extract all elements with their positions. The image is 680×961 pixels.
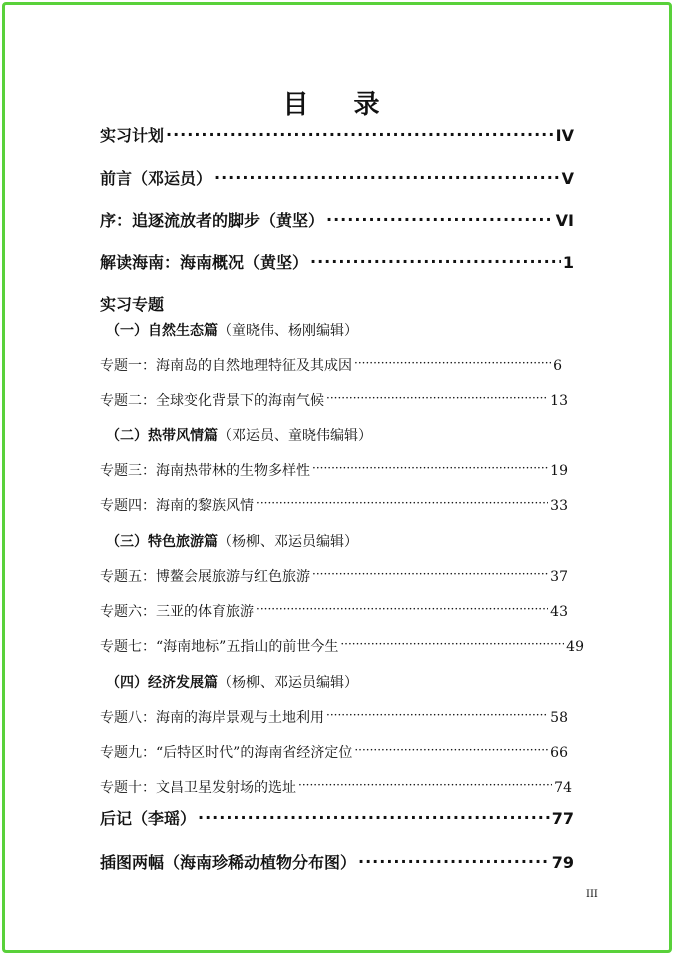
toc-entry-label: 专题九：“后特区时代”的海南省经济定位 xyxy=(100,745,353,761)
toc-entry-page: 43 xyxy=(550,604,568,620)
part-name: （四）经济发展篇 xyxy=(106,675,218,691)
toc-entry-topic-7[interactable] xyxy=(100,636,584,656)
leader-dots xyxy=(354,356,551,370)
toc-entry-page: 58 xyxy=(550,710,568,726)
page-number: III xyxy=(586,889,598,900)
toc-entry-topic-8[interactable] xyxy=(100,707,568,727)
toc-entry-label: 专题十：文昌卫星发射场的选址 xyxy=(100,780,296,796)
toc-entry-page: 74 xyxy=(554,780,572,796)
toc-entry-label: 实习计划 xyxy=(100,126,165,145)
toc-entry-page: 33 xyxy=(550,498,568,514)
toc-entry-label: 专题八：海南的海岸景观与土地利用 xyxy=(100,710,324,726)
page-title: 目 录 xyxy=(282,90,398,120)
toc-entry-label: 专题四：海南的黎族风情 xyxy=(100,498,254,514)
toc-entry-topic-9[interactable] xyxy=(100,742,568,762)
toc-entry-internship-plan[interactable] xyxy=(100,123,574,146)
leader-dots xyxy=(298,778,552,792)
toc-entry-topic-6[interactable] xyxy=(100,601,568,621)
leader-dots xyxy=(310,252,561,268)
toc-entry-topic-10[interactable] xyxy=(100,777,572,797)
toc-entry-page: 66 xyxy=(550,745,568,761)
toc-entry-label: 专题七：“海南地标”五指山的前世今生 xyxy=(100,639,339,655)
leader-dots xyxy=(326,708,548,722)
part-name: （三）特色旅游篇 xyxy=(106,534,218,550)
leader-dots xyxy=(354,743,548,757)
toc-entry-label: 专题二：全球变化背景下的海南气候 xyxy=(100,393,324,409)
toc-entry-hainan-overview[interactable] xyxy=(100,250,574,273)
leader-dots xyxy=(198,808,550,824)
toc-entry-page: V xyxy=(561,169,574,188)
part-editors: （邓运员、童晓伟编辑） xyxy=(218,428,372,444)
part-editors: （杨柳、邓运员编辑） xyxy=(218,534,358,550)
toc-entry-page: 77 xyxy=(551,809,574,828)
toc-entry-topic-5[interactable] xyxy=(100,566,568,586)
leader-dots xyxy=(326,391,548,405)
toc-entry-topic-2[interactable] xyxy=(100,390,568,410)
toc-entry-page: 1 xyxy=(562,253,574,272)
part-name: （二）热带风情篇 xyxy=(106,428,218,444)
part-heading-2[interactable] xyxy=(106,425,372,445)
toc-entry-page: 19 xyxy=(550,463,568,479)
leader-dots xyxy=(358,852,550,868)
leader-dots xyxy=(326,210,554,226)
leader-dots xyxy=(312,567,548,581)
toc-entry-label: 解读海南：海南概况（黄坚） xyxy=(100,253,309,272)
toc-entry-label: 插图两幅（海南珍稀动植物分布图） xyxy=(100,853,357,872)
toc-entry-label: 序：追逐流放者的脚步（黄坚） xyxy=(100,211,325,230)
toc-entry-page: 37 xyxy=(550,569,568,585)
part-heading-4[interactable] xyxy=(106,672,358,692)
toc-entry-illustrations[interactable] xyxy=(100,850,574,873)
toc-entry-page: 13 xyxy=(550,393,568,409)
toc-entry-label: 后记（李瑶） xyxy=(100,809,197,828)
toc-entry-page: IV xyxy=(555,126,574,145)
part-name: （一）自然生态篇 xyxy=(106,323,218,339)
toc-entry-page: VI xyxy=(555,211,574,230)
leader-dots xyxy=(312,461,548,475)
section-heading: 实习专题 xyxy=(100,295,165,314)
toc-entry-label: 专题一：海南岛的自然地理特征及其成因 xyxy=(100,358,352,374)
leader-dots xyxy=(214,168,560,184)
toc-entry-foreword[interactable] xyxy=(100,208,574,231)
toc-entry-afterword[interactable] xyxy=(100,806,574,829)
leader-dots xyxy=(256,496,548,510)
toc-entry-page: 49 xyxy=(566,639,584,655)
toc-entry-label: 专题六：三亚的体育旅游 xyxy=(100,604,254,620)
toc-entry-label: 专题五：博鳌会展旅游与红色旅游 xyxy=(100,569,310,585)
part-heading-3[interactable] xyxy=(106,531,358,551)
toc-entry-page: 6 xyxy=(553,358,562,374)
toc-entry-topic-3[interactable] xyxy=(100,460,568,480)
part-editors: （童晓伟、杨刚编辑） xyxy=(218,323,358,339)
leader-dots xyxy=(166,125,554,141)
toc-entry-page: 79 xyxy=(551,853,574,872)
toc-entry-preface[interactable] xyxy=(100,166,574,189)
toc-entry-label: 前言（邓运员） xyxy=(100,169,213,188)
toc-entry-label: 专题三：海南热带林的生物多样性 xyxy=(100,463,310,479)
leader-dots xyxy=(340,637,564,651)
toc-entry-topic-4[interactable] xyxy=(100,495,568,515)
part-editors: （杨柳、邓运员编辑） xyxy=(218,675,358,691)
leader-dots xyxy=(256,602,548,616)
part-heading-1[interactable] xyxy=(106,320,358,340)
toc-entry-topic-1[interactable] xyxy=(100,355,562,375)
